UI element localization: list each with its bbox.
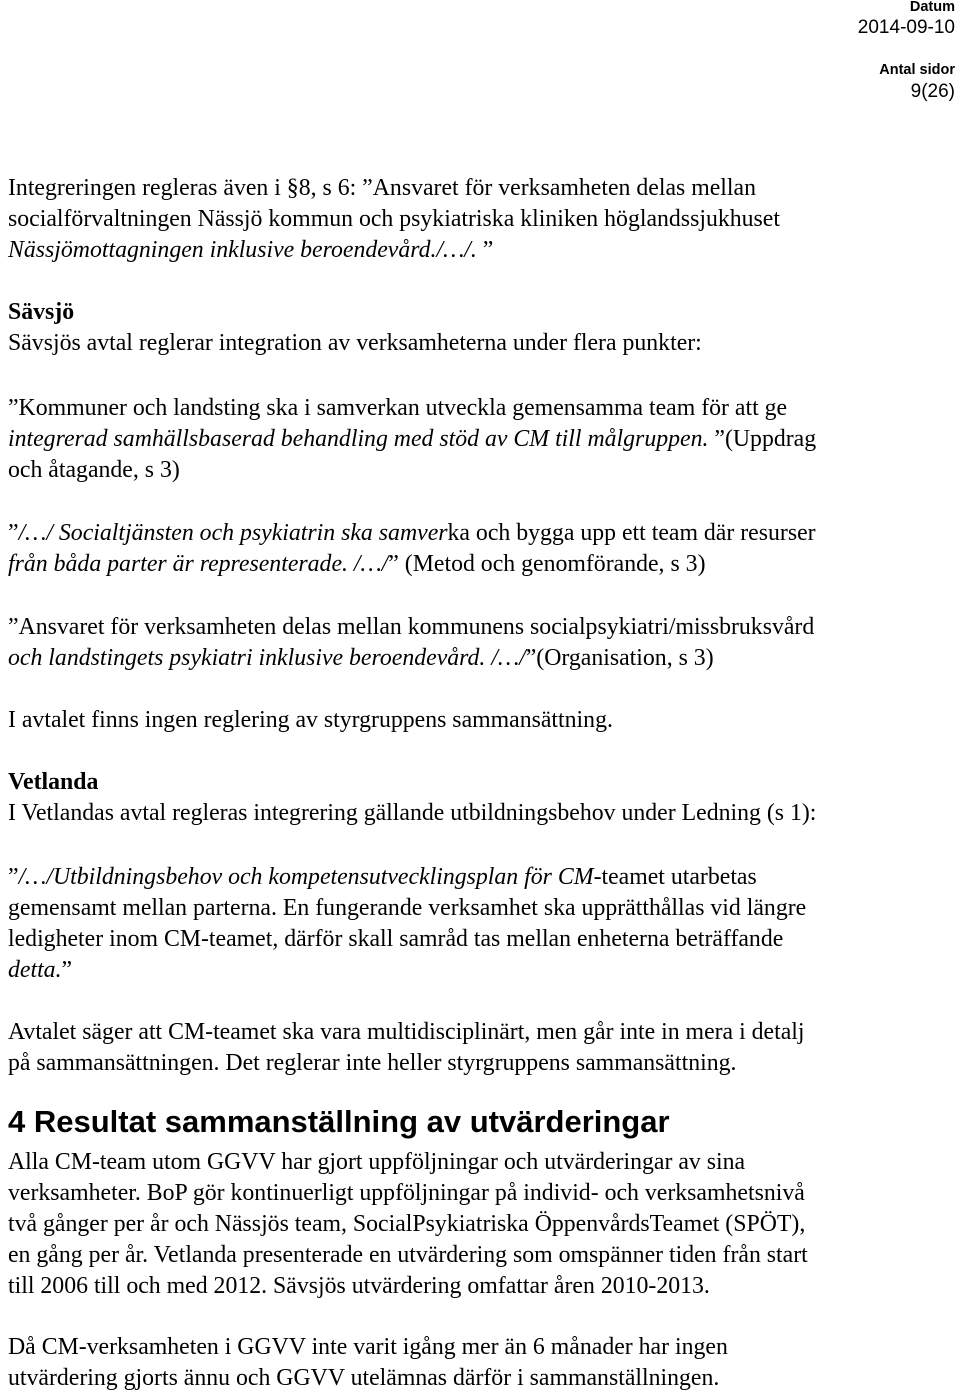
- vetlanda-quote-line-1-end: -teamet utarbetas: [593, 864, 757, 890]
- vetlanda-lead: I Vetlandas avtal regleras integrering gällande utbildningsbehov under Ledning (s 1):: [8, 800, 817, 826]
- intro-line-3-end: ”: [476, 237, 494, 263]
- page-count-label: Antal sidor: [879, 62, 955, 78]
- intro-line-2: socialförvaltningen Nässjö kommun och psykiatriska kliniken höglandssjukhuset: [8, 206, 780, 232]
- section-4-p2-line-2: utvärdering gjorts ännu och GGVV utelämnas därför i sammanställningen.: [8, 1365, 720, 1391]
- section-4-p1-line-2: verksamheter. BoP gör kontinuerligt uppföljningar på individ- och verksamhetsnivå: [8, 1180, 805, 1206]
- page-count-value: 9(26): [910, 81, 955, 102]
- savsjo-quote-1-line-3: och åtagande, s 3): [8, 457, 180, 483]
- savsjo-quote-1-line-2: [8, 424, 816, 455]
- vetlanda-quote-line-2: gemensamt mellan parterna. En fungerande verksamhet ska upprätthållas vid längre: [8, 895, 807, 921]
- savsjo-quote-3-source: ”(Organisation, s 3): [525, 645, 714, 671]
- section-4-p1-line-5: till 2006 till och med 2012. Sävsjös utvärdering omfattar åren 2010-2013.: [8, 1273, 710, 1299]
- intro-line-3: [8, 235, 780, 266]
- vetlanda-heading: Vetlanda: [8, 769, 99, 795]
- savsjo-heading: Sävsjö: [8, 299, 75, 325]
- savsjo-quote-1-source: ”(Uppdrag: [708, 426, 817, 452]
- savsjo-quote-2-italic-1: /…/ Socialtjänsten och psykiatrin ska samver: [18, 520, 448, 546]
- date-value: 2014-09-10: [857, 17, 955, 38]
- savsjo-quote-2-line-1-end: ka och bygga upp ett team där resurser: [447, 520, 816, 546]
- section-4-paragraph-2: [8, 1332, 728, 1394]
- intro-paragraph: [8, 173, 780, 266]
- date-label: Datum: [909, 0, 955, 15]
- vetlanda-quote-open: ”: [8, 864, 19, 890]
- savsjo-quote-2-line-2: [8, 549, 816, 580]
- section-4-p1-line-4: en gång per år. Vetlanda presenterade en utvärdering som omspänner tiden från start: [8, 1242, 808, 1268]
- savsjo-quote-2-line-1: [8, 518, 816, 549]
- section-4-p1-line-3: två gånger per år och Nässjös team, SocialPsykiatriska ÖppenvårdsTeamet (SPÖT),: [8, 1211, 806, 1237]
- vetlanda-quote-line-4: [8, 955, 806, 986]
- savsjo-note-line: I avtalet finns ingen reglering av styrgruppens sammansättning.: [8, 707, 613, 733]
- savsjo-note: [8, 705, 613, 736]
- savsjo-quote-3-line-1: ”Ansvaret för verksamheten delas mellan kommunens socialpsykiatri/missbruksvård: [8, 614, 815, 640]
- savsjo-lead: Sävsjös avtal reglerar integration av verksamheterna under flera punkter:: [8, 330, 702, 356]
- intro-line-3-quote: Nässjömottagningen inklusive beroendevård./…/.: [8, 237, 477, 263]
- vetlanda-comment-line-1: Avtalet säger att CM-teamet ska vara multidisciplinärt, men går inte in mera i detalj: [8, 1019, 805, 1045]
- vetlanda-section: [8, 767, 816, 829]
- vetlanda-comment: [8, 1017, 805, 1079]
- vetlanda-quote-line-1: [8, 862, 806, 893]
- savsjo-quote-1-italic: integrerad samhällsbaserad behandling med stöd av CM till målgruppen.: [8, 426, 709, 452]
- section-4-paragraph-1: [8, 1147, 808, 1302]
- vetlanda-quote-line-3: ledigheter inom CM-teamet, därför skall samråd tas mellan enheterna beträffande: [8, 926, 784, 952]
- savsjo-quote-1-line-1: ”Kommuner och landsting ska i samverkan utveckla gemensamma team för att ge: [8, 395, 788, 421]
- vetlanda-quote-italic-1: /…/Utbildningsbehov och kompetensutvecklingsplan för CM: [18, 864, 594, 890]
- intro-line-1: Integreringen regleras även i §8, s 6: ”Ansvaret för verksamheten delas mellan: [8, 175, 756, 201]
- savsjo-quote-3: [8, 612, 814, 674]
- vetlanda-quote-italic-4: detta.: [8, 957, 62, 983]
- savsjo-quote-2-open: ”: [8, 520, 19, 546]
- section-4-p1-line-1: Alla CM-team utom GGVV har gjort uppföljningar och utvärderingar av sina: [8, 1149, 746, 1175]
- savsjo-quote-3-italic: och landstingets psykiatri inklusive beroendevård. /…/: [8, 645, 526, 671]
- section-4-heading: 4 Resultat sammanställning av utvärderingar: [8, 1104, 670, 1139]
- savsjo-quote-2-source: ” (Metod och genomförande, s 3): [388, 551, 706, 577]
- vetlanda-quote: [8, 862, 806, 986]
- savsjo-section: [8, 297, 702, 359]
- savsjo-quote-2-italic-2: från båda parter är representerade. /…/: [8, 551, 389, 577]
- savsjo-quote-1: [8, 393, 816, 486]
- vetlanda-quote-close: ”: [61, 957, 73, 983]
- section-4-p2-line-1: Då CM-verksamheten i GGVV inte varit igång mer än 6 månader har ingen: [8, 1334, 728, 1360]
- savsjo-quote-2: [8, 518, 816, 580]
- savsjo-quote-3-line-2: [8, 643, 814, 674]
- vetlanda-comment-line-2: på sammansättningen. Det reglerar inte heller styrgruppens sammansättning.: [8, 1050, 737, 1076]
